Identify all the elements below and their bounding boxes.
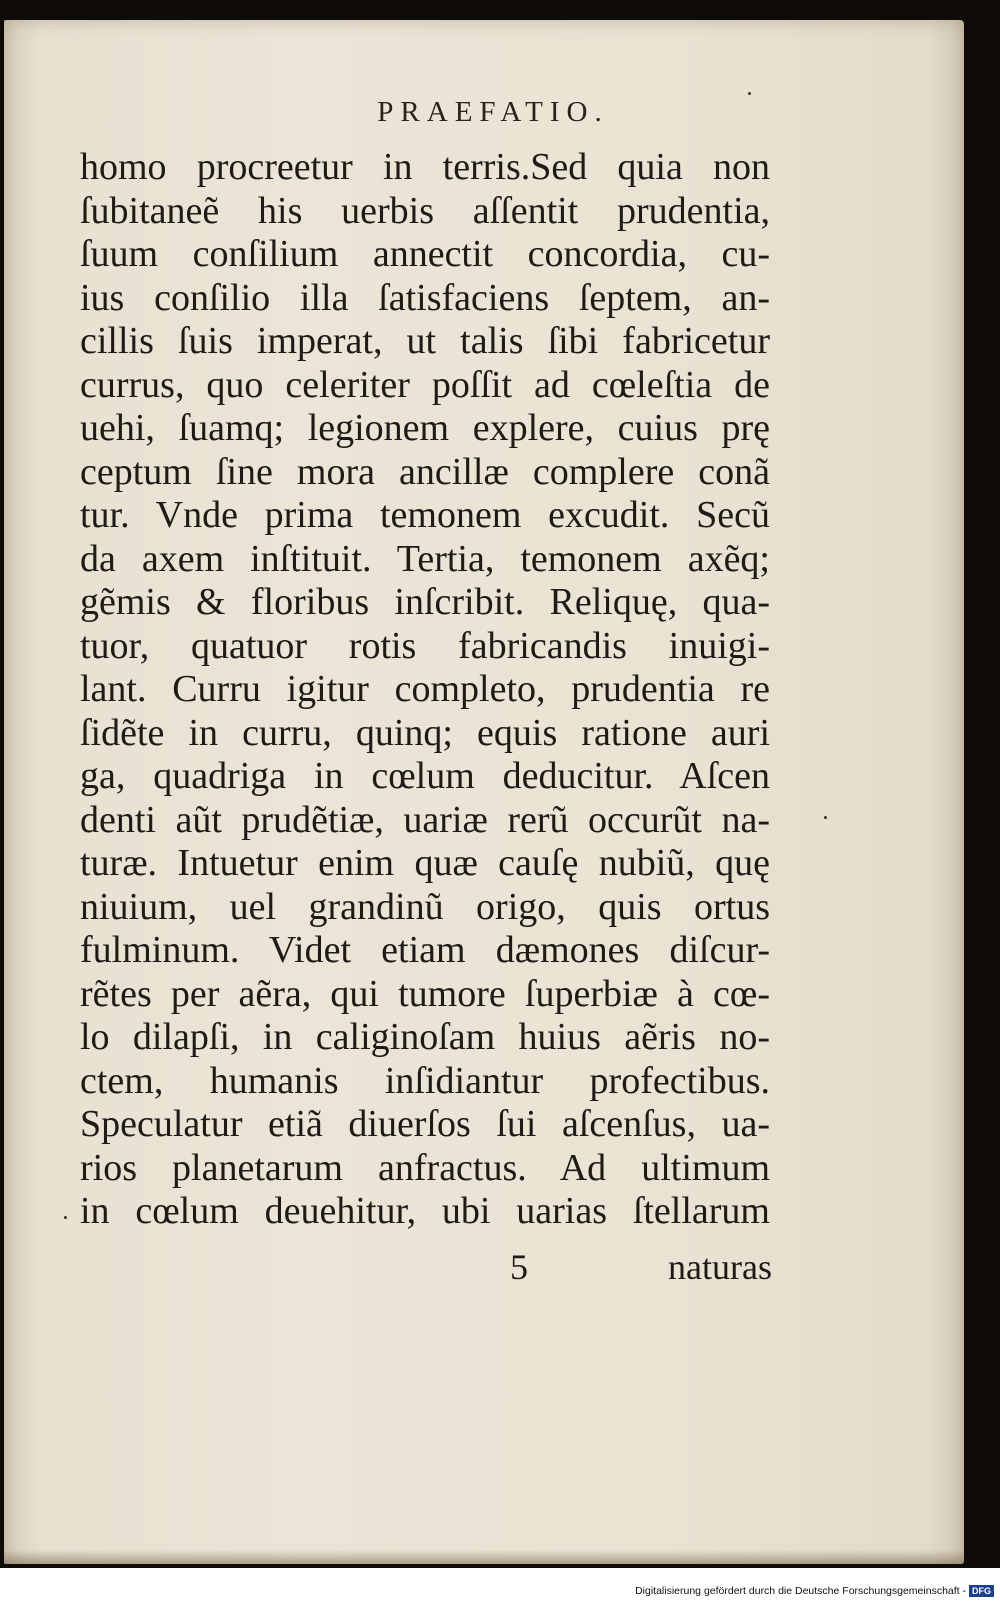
text-line: ctem, humanis inſidiantur profectibus. bbox=[80, 1059, 770, 1102]
text-line: denti aũt prudẽtiæ, uariæ rerũ occurũt na- bbox=[80, 798, 770, 841]
text-line: in cœlum deuehitur, ubi uarias ſtellarum bbox=[80, 1190, 770, 1232]
text-line: rios planetarum anfractus. Ad ultimum bbox=[80, 1146, 770, 1189]
text-line: gẽmis & floribus inſcribit. Reliquę, qua- bbox=[80, 581, 770, 623]
funding-credit-text: Digitalisierung gefördert durch die Deutsche Forschungsgemeinschaft - bbox=[635, 1585, 966, 1597]
text-line: niuium, uel grandinũ origo, quis ortus bbox=[80, 885, 770, 928]
page-number: 5 bbox=[510, 1247, 528, 1287]
body-text bbox=[80, 146, 770, 1234]
running-title: PRAEFATIO. bbox=[377, 96, 609, 128]
text-line: ſidẽte in curru, quinq; equis ratione auri bbox=[80, 711, 770, 754]
text-line: uehi, ſuamq; legionem explere, cuius prę bbox=[80, 407, 770, 449]
text-line: fulminum. Videt etiam dæmones diſcur- bbox=[80, 929, 770, 971]
text-line: lant. Curru igitur completo, prudentia re bbox=[80, 668, 770, 710]
text-line: ſubitaneẽ his uerbis aſſentit prudentia, bbox=[80, 189, 770, 232]
text-line: ius conſilio illa ſatisfaciens ſeptem, an- bbox=[80, 276, 770, 319]
text-line: lo dilapſi, in caliginoſam huius aẽris no- bbox=[80, 1016, 770, 1058]
ink-speck bbox=[824, 816, 827, 819]
text-line: cillis ſuis imperat, ut talis ſibi fabricetur bbox=[80, 320, 770, 362]
text-line: tuor, quatuor rotis fabricandis inuigi- bbox=[80, 624, 770, 667]
funding-credit bbox=[635, 1585, 994, 1597]
text-line: ceptum ſine mora ancillæ complere conã bbox=[80, 450, 770, 493]
text-line: Speculatur etiã diuerſos ſui aſcenſus, ua- bbox=[80, 1103, 770, 1145]
ink-speck bbox=[64, 1216, 67, 1219]
text-line: ga, quadriga in cœlum deducitur. Aſcen bbox=[80, 755, 770, 797]
text-line: da axem inſtituit. Tertia, temonem axẽq; bbox=[80, 537, 770, 580]
text-line: homo procreetur in terris.Sed quia non bbox=[80, 146, 770, 188]
book-page bbox=[4, 20, 964, 1564]
text-line: currus, quo celeriter poſſit ad cœleſtia de bbox=[80, 363, 770, 406]
text-line: rẽtes per aẽra, qui tumore ſuperbiæ à cœ- bbox=[80, 972, 770, 1015]
dfg-logo: DFG bbox=[969, 1585, 994, 1597]
ink-speck bbox=[748, 92, 751, 95]
text-line: turæ. Intuetur enim quæ cauſę nubiũ, quę bbox=[80, 842, 770, 884]
page-footer bbox=[80, 1246, 770, 1292]
catchword: naturas bbox=[668, 1247, 772, 1287]
text-line: ſuum conſilium annectit concordia, cu- bbox=[80, 233, 770, 275]
text-line: tur. Vnde prima temonem excudit. Secũ bbox=[80, 494, 770, 536]
